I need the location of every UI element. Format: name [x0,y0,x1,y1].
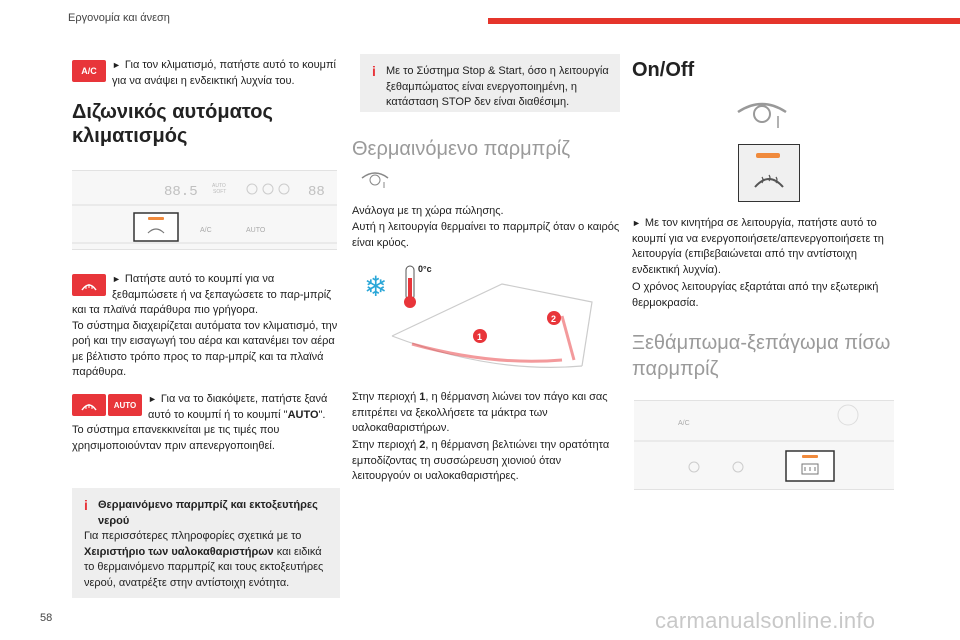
rear-panel-ac-label: A/C [678,420,690,427]
section-title: Εργονομία και άνεση [68,12,170,24]
bullet-arrow-icon: ► [112,274,121,284]
info-box-stop-start [360,54,620,112]
fan-icon [247,184,257,194]
duration-text: Ο χρόνος λειτουργίας εξαρτάται από την εξωτερική θερμοκρασία. [632,281,879,309]
info-text-2: και ειδικά το θερμαινόμενο παρμπρίζ και τους εκτοξευτήρες νερού, ανατρέξτε στην αντίστοιχη ενότητα. [84,545,324,589]
on-off-text [632,216,894,278]
windscreen-heat-icon [753,169,785,191]
zone-2-text-b: , η θέρμανση βελτιώνει την ορατότητα εμποδίζοντας τη συσσώρευση χιονιού όταν λειτουργούν οι υαλοκαθαριστήρες. [352,439,610,482]
auto-button-icon: AUTO [108,394,142,416]
heated-windscreen-button-image [738,144,800,202]
zone-1-text [352,390,620,437]
bullet-arrow-icon: ► [112,60,121,70]
rear-demist-panel-image [634,400,894,490]
ac-text: Για τον κλιματισμό, πατήστε αυτό το κουμπί για να ανάψει η ενδεικτική λυχνία του. [112,59,336,87]
zone-1-label: 1 [477,332,483,342]
zone-1-text-a: Στην περιοχή [352,391,420,403]
demist-button-icon [72,274,106,296]
zone-2-text-a: Στην περιοχή [352,439,420,451]
rear-panel-drawing [634,401,894,491]
rear-demist-led [802,455,818,458]
panel-display-left: 88.5 [164,184,198,200]
heated-desc-text: Αυτή η λειτουργία θερμαίνει το παρμπρίζ όταν ο καιρός είναι κρύος. [352,221,620,249]
header-bar [488,18,960,24]
heading-dual-zone: Διζωνικός αυτόματος κλιματισμός [72,101,273,147]
cancel-instruction [72,392,340,454]
info-text-1: Για περισσότερες πληροφορίες σχετικά με το [84,530,302,542]
ac-button-icon: A/C [72,60,106,82]
panel-auto-button-label: AUTO [246,227,266,234]
info-box-heated-windscreen [72,488,340,598]
panel-soft-label: SOFT [213,189,227,195]
demist-led [148,217,164,220]
airflow-icon [263,184,273,194]
demist-text-2: Το σύστημα διαχειρίζεται αυτόματα τον κλιματισμό, την ροή και την εισαγωγή του αέρα και κατανέμει τον αέρα με βέλτιστο τρόπο προς το παρ-μπρίζ και τα πλαϊνά παράθυρα. [72,319,338,378]
bullet-arrow-icon: ► [148,394,157,404]
info-icon: i [372,63,376,79]
stop-start-text: Με το Σύστημα Stop & Start, όσο η λειτουργία ξεθαμπώματος είναι ενεργοποιημένη, η κατάσταση STOP δεν είναι διαθέσιμη. [386,65,609,108]
windscreen-illustration [352,256,620,376]
info-icon: i [84,497,88,513]
panel-auto-label: AUTO [212,183,226,189]
knob-icon [838,405,858,425]
heated-windscreen-icon [358,168,392,190]
climate-panel-image [72,170,337,250]
zone-1-text-b: , η θέρμανση λιώνει τον πάγο και σας επιτρέπει να ξεκολλήσετε τα μάκτρα των υαλοκαθαριστήρων. [352,391,608,434]
bullet-arrow-icon: ► [632,218,641,228]
heated-windscreen-icon-large [734,94,790,132]
fan-speed-icon [279,184,289,194]
cancel-text-2: ". [318,408,326,421]
zone-2-label: 2 [551,314,557,324]
panel-ac-label: A/C [200,227,212,234]
on-off-text-1: Με τον κινητήρα σε λειτουργία, πατήστε αυτό το κουμπί για να ενεργοποιήσετε/απενεργοποιήσετε τη λειτουργία (επιβεβαιώνεται από την αντίστοιχη ενδεικτική λυχνία). [632,217,884,276]
panel-display-right: 88 [308,184,325,200]
zone-1-num: 1 [419,391,426,403]
heading-heated-windscreen: Θερμαινόμενο παρμπρίζ [352,138,571,160]
demist-text-1: Πατήστε αυτό το κουμπί για να ξεθαμπώσετε ή να ξεπαγώσετε το παρ-μπρίζ και τα πλαϊνά παράθυρα πιο γρήγορα. [72,273,332,316]
button-led [756,153,780,158]
zone-2-text [352,438,620,485]
country-text: Ανάλογα με τη χώρα πώλησης. [352,205,504,217]
climate-panel-drawing [72,171,337,251]
heading-rear-demist: Ξεθάμπωμα-ξεπάγωμα πίσω παρμπρίζ [632,332,891,380]
page-number: 58 [40,612,53,624]
restart-text: Το σύστημα επανεκκινείται με τις τιμές που χρησιμοποιούνταν πριν απενεργοποιηθεί. [72,424,280,452]
temperature-label: 0°c [418,264,432,274]
info-title: Θερμαινόμενο παρμπρίζ και εκτοξευτήρες νερού [98,499,318,527]
watermark: carmanualsonline.info [655,608,876,633]
seat-heat-icon [689,462,699,472]
heading-on-off: On/Off [632,59,695,81]
demist-button-icon-2 [72,394,106,416]
ac-instruction [72,58,340,89]
airflow-icon-2 [733,462,743,472]
snowflake-icon: ❄ [364,271,388,302]
cancel-auto: AUTO [287,408,319,421]
cancel-text-1: Για να το διακόψετε, πατήστε ξανά αυτό το κουμπί ή το κουμπί " [148,393,328,421]
zone-2-num: 2 [419,439,426,451]
info-bold: Χειριστήριο των υαλοκαθαριστήρων [84,545,274,558]
demist-instruction [72,272,340,381]
